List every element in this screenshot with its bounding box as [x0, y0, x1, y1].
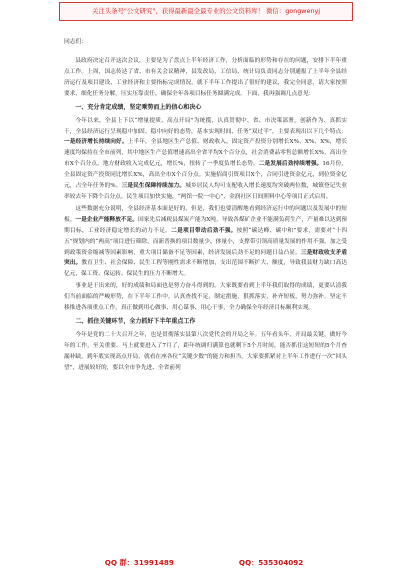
emphasis-run: 一是企业产能释放不足。 — [75, 216, 139, 223]
footer-qq-group: QQ 群：31991489 — [104, 558, 174, 567]
body-paragraph: 事业是干出来的，好的成绩和局面也是努力奋斗得到的。大家既要看到上半年我们取得的成绩，更要认清我们当前面临的严峻形势，在下半年工作中，认真查找不足，制定措施，狠抓落实，补齐短板，努力弥补。坚定不移推进各项重点工作，真正做到用心做事、用心谋事、用心干事，全力确保全年经济目标顺利实现。 — [64, 283, 347, 312]
text-run: 教育卫生、社会保障、民生工程等刚性需求不断增加，支出范围不断扩大、额度，导致我县财力缺口高达亿元，保工资、保运转、保民生的压力不断增大。 — [64, 260, 348, 278]
text-run: 今年以来，全县上下以“增量提质、高点开局”为统揽，认真贯彻中、省、市决策部署，创新作为、真抓实干，全县经济运行呈现稳中加固、稳中向好的态势，基本实现时间、任务“双过半”，主要表现出以下几个特点： — [64, 117, 347, 135]
header-banner: 关注头条号"公文研究"，获得最新最全最专业的公文资料库！ 微信：gongwenyj — [59, 2, 353, 21]
section-heading: 一、充分肯定成绩，坚定乘势而上的信心和决心 — [75, 103, 202, 111]
emphasis-run: 三是财政收支矛盾突出。 — [64, 249, 348, 267]
document-body — [64, 37, 347, 375]
text-run: 16月份，全县固定资产投资同比增长X%，高出全市X个百分点。实施招商引资项目X个，合同引进资金亿元，到位资金亿元，占全年任务的%。 — [64, 161, 347, 190]
text-run: 按照“碳达峰、碳中和”要求，需要对“十四五”规划内的“两高”项目进行筛除，而新普换的项目数量少、体量小，支撑带引领高质量发展的作用不强，加之受到政策资金缩减等因素影响，重大项目储备不足等因素，经济发展后劲不足的问题日益凸显。 — [64, 227, 348, 256]
body-paragraph: 今年是党的二十大召开之年，也是贯彻落实县第八次党代会的开局之年。五年看头年，开局最关键，做好今年的工作，至关重要。马上就要进入了7月了，距年统调归满算也就剩下5个月时间，能否抓住这短短的5个月查漏补缺，到年底实现高点开局，就看在座各位“关键少数”的能力和担当。大家要抓紧对上半年工作进行一次“回头望”，进展较好的，要以全市争先进、全省前列 — [64, 331, 347, 371]
text-run: 这些数据充分说明，全县经济基本面是好的，但是，我们也要清醒地看到经济运行中的问题以及发展中的短板。 — [64, 205, 347, 223]
emphasis-run: 一是经济增长持续向好。 — [64, 139, 128, 146]
text-run: 城乡居民人均可支配收入增长速度均突破两位数，城镇登记失业率较去年下降个百分点。民生项目加快实施，“两馆一院一中心”、金润社区日间照料中心等项目正式启用。 — [64, 183, 348, 200]
body-paragraph: 县政府决定召开这次会议，主要是为了盘点上半年经济工作，分析面临的形势和存在的问题，安排下半年重点工作。上周，国志传达了省、市有关会议精神，县发改局、工信局、统计局负责同志分别通报了上半年全县经济运行及项目建设、工业经济和主要指标完成情况，就下半年工作提出了很好的建议，我完全同意，请大家按照要求，细化任务分解，压实压靠责任，确保全年各项目标任务圆满完成。下面，我再强调几点意见： — [64, 58, 347, 97]
section-heading: 二、抓住关键环节，全力抓好下半年重点工作 — [75, 317, 196, 325]
greeting: 同志们： — [64, 39, 88, 45]
emphasis-run: 三是民生保障持续加力。 — [121, 183, 186, 190]
paragraph-flow — [64, 56, 347, 374]
text-run: 国家先后减税县煤炭产能为X吨，导致各煤矿企业不能满负荷生产，产量难以达到预期目标，工业经济稳定增长的动力不足。 — [64, 216, 347, 234]
emphasis-run: 二是发展后劲持续增强。 — [258, 161, 323, 168]
text-run: 上半年，全县地区生产总值、财政收入、固定资产投资分别增长X%、X%、X%，增长速度均保持在全市前列，其中地区生产总值增速高出全省平均X个百分点，社会消费品零售总额增长X%，高出全市X个百分点，地方财政收入完成亿元，增长%，扭转了一季度负增长态势。 — [64, 139, 348, 168]
footer-qq: QQ：535304092 — [238, 558, 304, 567]
body-paragraph — [64, 204, 347, 280]
body-paragraph — [64, 116, 347, 203]
emphasis-run: 二是项目带动后劲不强。 — [171, 227, 237, 234]
footer-contact — [0, 558, 408, 568]
